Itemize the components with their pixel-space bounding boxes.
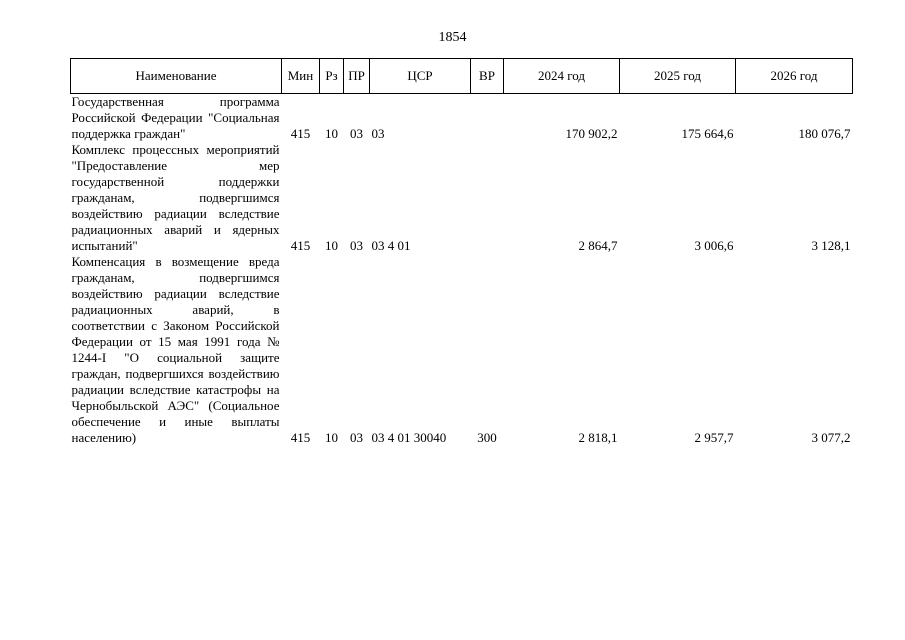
row-vr (471, 142, 504, 254)
header-min: Мин (282, 59, 320, 94)
row-min: 415 (290, 430, 311, 445)
row-2025: 3 006,6 (694, 238, 734, 253)
header-rz: Рз (320, 59, 344, 94)
row-min: 415 (290, 126, 311, 141)
row-2026: 180 076,7 (798, 126, 851, 141)
row-csr: 03 4 01 (371, 238, 411, 253)
table-row (71, 142, 853, 254)
table-header-row (71, 59, 853, 94)
row-2026: 3 128,1 (811, 238, 851, 253)
budget-table (70, 58, 853, 446)
header-2024: 2024 год (504, 59, 620, 94)
row-vr: 300 (477, 430, 497, 445)
row-pr: 03 (350, 238, 363, 253)
header-2026: 2026 год (736, 59, 853, 94)
row-vr (471, 94, 504, 143)
table-row (71, 94, 853, 143)
header-pr: ПР (344, 59, 370, 94)
row-2024: 2 818,1 (578, 430, 618, 445)
row-2024: 2 864,7 (578, 238, 618, 253)
row-rz: 10 (325, 238, 338, 253)
row-name: Государственная программа Российской Федерации "Социальная поддержка граждан" (71, 94, 280, 141)
row-2025: 175 664,6 (681, 126, 734, 141)
row-csr: 03 4 01 30040 (371, 430, 447, 445)
row-rz: 10 (325, 126, 338, 141)
row-2026: 3 077,2 (811, 430, 851, 445)
row-pr: 03 (350, 430, 363, 445)
row-min: 415 (290, 238, 311, 253)
row-pr: 03 (350, 126, 363, 141)
row-name: Компенсация в возмещение вреда гражданам, подвергшимся воздействию радиации вследствие радиационных аварий, в соответствии с Законом Российской Федерации от 15 мая 1991 года № 1244-I "О социальной защите граждан, подвергшихся воздействию радиации вследствие катастрофы на Чернобыльской АЭС" (Социальное обеспечение и иные выплаты населению) (71, 254, 280, 445)
row-name: Комплекс процессных мероприятий "Предоставление мер государственной поддержки гражданам, подвергшимся воздействию радиации вследствие радиационных аварий и ядерных испытаний" (71, 142, 280, 253)
page-number: 1854 (438, 30, 467, 45)
header-vr: ВР (471, 59, 504, 94)
table-row (71, 254, 853, 446)
header-csr: ЦСР (370, 59, 471, 94)
row-rz: 10 (325, 430, 338, 445)
row-2024: 170 902,2 (565, 126, 618, 141)
header-2025: 2025 год (620, 59, 736, 94)
row-2025: 2 957,7 (694, 430, 734, 445)
header-name: Наименование (71, 59, 282, 94)
row-csr: 03 (371, 126, 385, 141)
